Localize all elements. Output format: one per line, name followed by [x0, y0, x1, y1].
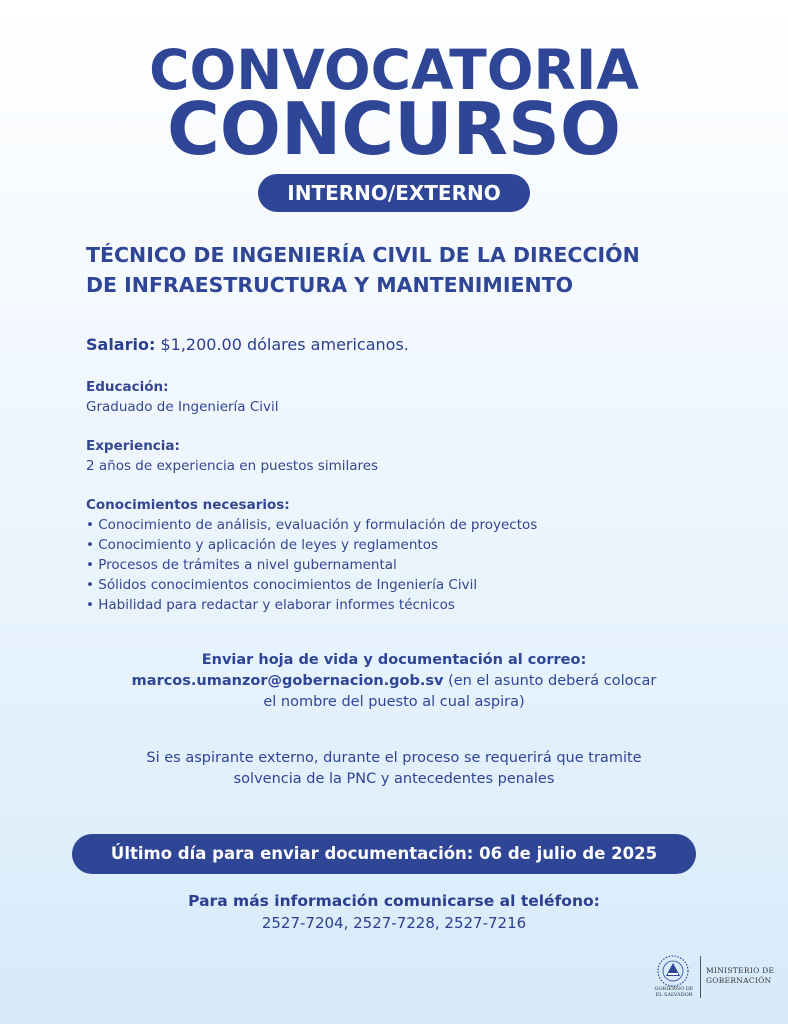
deadline-banner: Último día para enviar documentación: 06 de julio de 2025	[72, 834, 696, 874]
position-title-line1: TÉCNICO DE INGENIERÍA CIVIL DE LA DIRECCIÓN	[86, 243, 640, 267]
email-note: (en el asunto deberá colocar	[443, 673, 657, 689]
list-item: • Sólidos conocimientos conocimientos de Ingeniería Civil	[86, 577, 478, 593]
education-label: Educación:	[86, 379, 169, 395]
external-note	[40, 748, 748, 790]
application-instructions	[40, 650, 748, 713]
position-title	[86, 240, 726, 300]
application-email-line	[40, 671, 748, 692]
salary	[86, 333, 409, 357]
seal-caption-line2: EL SALVADOR	[655, 992, 693, 998]
knowledge-label: Conocimientos necesarios:	[86, 497, 290, 513]
position-title-line2: DE INFRAESTRUCTURA Y MANTENIMIENTO	[86, 273, 574, 297]
external-note-line1: Si es aspirante externo, durante el proceso se requerirá que tramite	[146, 750, 642, 766]
heading-concurso: CONCURSO	[166, 87, 622, 171]
list-item: • Conocimiento y aplicación de leyes y reglamentos	[86, 537, 439, 553]
education-value: Graduado de Ingeniería Civil	[86, 399, 279, 415]
salary-value: $1,200.00 dólares americanos.	[160, 335, 409, 354]
phones-heading: Para más información comunicarse al teléfono:	[188, 892, 600, 910]
experience-value: 2 años de experiencia en puestos similares	[86, 458, 379, 474]
phone-numbers: 2527-7204, 2527-7228, 2527-7216	[261, 914, 527, 932]
government-logo	[652, 950, 782, 1002]
ministry-line1: MINISTERIO DE	[706, 966, 775, 975]
external-note-line2: solvencia de la PNC y antecedentes penales	[233, 771, 555, 787]
seal-caption-line1: GOBIERNO DE	[654, 986, 694, 992]
heading-convocatoria: CONVOCATORIA	[149, 38, 639, 102]
experience-section	[86, 436, 378, 476]
logo-divider	[700, 956, 701, 998]
ministry-name	[706, 966, 774, 986]
application-heading: Enviar hoja de vida y documentación al correo:	[201, 652, 587, 668]
knowledge-section	[86, 495, 537, 615]
email-link[interactable]: marcos.umanzor@gobernacion.gob.sv	[131, 673, 444, 689]
salary-label: Salario:	[86, 335, 156, 354]
list-item: • Procesos de trámites a nivel gubernamental	[86, 557, 397, 573]
ministry-line2: GOBERNACIÓN	[706, 976, 772, 985]
application-line3: el nombre del puesto al cual aspira)	[263, 694, 525, 710]
education-section	[86, 377, 279, 417]
seal-icon	[656, 954, 690, 988]
list-item: • Habilidad para redactar y elaborar informes técnicos	[86, 597, 455, 613]
type-badge: INTERNO/EXTERNO	[258, 174, 530, 212]
list-item: • Conocimiento de análisis, evaluación y formulación de proyectos	[86, 517, 538, 533]
seal-caption	[652, 986, 696, 998]
experience-label: Experiencia:	[86, 438, 180, 454]
